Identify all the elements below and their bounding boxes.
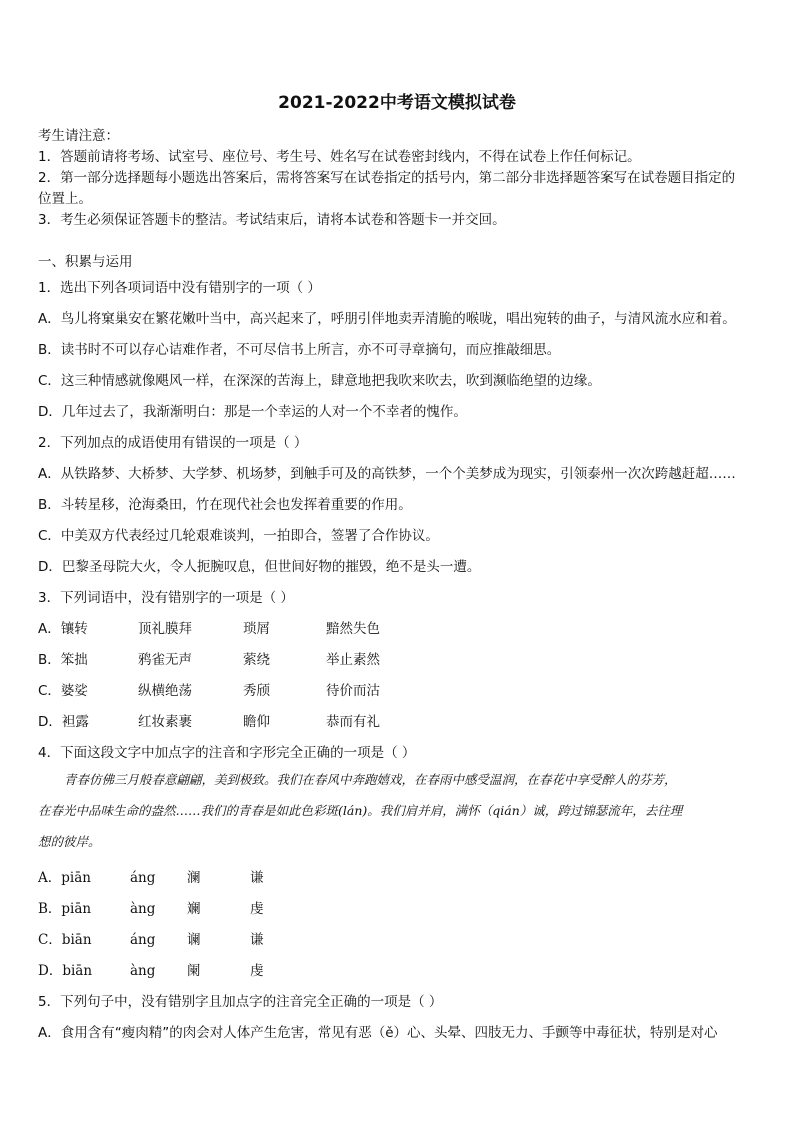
q4-a-char-2: 谦 <box>250 870 264 886</box>
q3-b-word-4: 举止素然 <box>326 652 380 668</box>
notice-item-3: 3．考生必须保证答题卡的整洁。考试结束后，请将本试卷和答题卡一并交回。 <box>38 212 506 228</box>
q4-passage-line-2: 在春光中品味生命的盎然……我们的青春是如此色彩斑(lán)。我们肩并肩，满怀（qián）诚，跨过锦瑟流年，去往理 <box>38 803 683 818</box>
q4-c-pinyin-2: áng <box>130 932 156 948</box>
q4-a-char-1: 澜 <box>187 870 201 886</box>
q3-a-word-1: A．镶转 <box>38 621 88 637</box>
q5-stem: 5．下列句子中，没有错别字且加点字的注音完全正确的一项是（ ） <box>38 994 443 1010</box>
notice-item-2-cont: 位置上。 <box>38 191 92 207</box>
q3-a-word-2: 顶礼膜拜 <box>138 621 192 637</box>
q4-option-b <box>38 897 264 917</box>
q3-c-word-3: 秀颀 <box>243 683 270 699</box>
q3-b-word-1: B．笨拙 <box>38 652 88 668</box>
q4-c-pinyin-1: C．biān <box>38 932 92 948</box>
q3-stem: 3．下列词语中，没有错别字的一项是（ ） <box>38 590 294 606</box>
q4-b-char-1: 斓 <box>187 901 201 917</box>
q1-option-c: C．这三种情感就像飓风一样，在深深的苦海上，肆意地把我吹来吹去，吹到濒临绝望的边缘。 <box>38 373 601 389</box>
q2-option-d: D．巴黎圣母院大火，令人扼腕叹息，但世间好物的摧毁，绝不是头一遭。 <box>38 559 481 575</box>
q3-a-word-3: 琐屑 <box>243 621 270 637</box>
q3-option-d <box>38 710 380 730</box>
q4-option-d <box>38 959 264 979</box>
q4-d-char-2: 虔 <box>250 963 264 979</box>
notice-heading: 考生请注意： <box>38 128 119 144</box>
q4-d-pinyin-1: D．biān <box>38 963 93 979</box>
exam-title: 2021-2022中考语文模拟试卷 <box>278 93 516 113</box>
q3-option-c <box>38 679 380 699</box>
q1-stem: 1．选出下列各项词语中没有错别字的一项（ ） <box>38 280 321 296</box>
q3-d-word-3: 瞻仰 <box>243 714 270 730</box>
q2-option-a: A．从铁路梦、大桥梦、大学梦、机场梦，到触手可及的高铁梦，一个个美梦成为现实，引领泰州一次次跨越赶超…… <box>38 466 736 482</box>
q3-d-word-1: D．袒露 <box>38 714 89 730</box>
q4-b-pinyin-2: àng <box>130 901 156 917</box>
q4-option-c <box>38 928 264 948</box>
q4-stem: 4．下面这段文字中加点字的注音和字形完全正确的一项是（ ） <box>38 745 416 761</box>
q4-a-pinyin-2: áng <box>130 870 156 886</box>
q3-c-word-2: 纵横绝荡 <box>138 683 192 699</box>
q4-c-char-1: 谰 <box>187 932 201 948</box>
q3-c-word-4: 待价而沽 <box>326 683 380 699</box>
q4-b-pinyin-1: B．piān <box>38 901 92 917</box>
q3-a-word-4: 黯然失色 <box>326 621 380 637</box>
q3-b-word-3: 萦绕 <box>243 652 270 668</box>
q3-d-word-4: 恭而有礼 <box>326 714 380 730</box>
q3-b-word-2: 鸦雀无声 <box>138 652 192 668</box>
q3-d-word-2: 红妆素裹 <box>138 714 192 730</box>
q4-passage <box>38 764 758 857</box>
q1-option-a: A．鸟儿将窠巢安在繁花嫩叶当中，高兴起来了，呼朋引伴地卖弄清脆的喉咙，唱出宛转的曲子，与清风流水应和着。 <box>38 311 736 327</box>
section-heading: 一、积累与运用 <box>38 254 133 270</box>
q4-passage-line-3: 想的彼岸。 <box>38 834 101 849</box>
q2-option-b: B．斗转星移，沧海桑田，竹在现代社会也发挥着重要的作用。 <box>38 497 412 513</box>
q5-option-a: A．食用含有“瘦肉精”的肉会对人体产生危害，常见有恶（ě）心、头晕、四肢无力、手颤等中毒征状，特别是对心 <box>38 1025 718 1041</box>
q4-d-pinyin-2: àng <box>130 963 156 979</box>
q1-option-d: D．几年过去了，我渐渐明白：那是一个幸运的人对一个不幸者的愧作。 <box>38 404 467 420</box>
notice-item-1: 1．答题前请将考场、试室号、座位号、考生号、姓名写在试卷密封线内，不得在试卷上作任何标记。 <box>38 149 641 165</box>
q4-option-a <box>38 866 264 886</box>
q1-option-b: B．读书时不可以存心诘难作者，不可尽信书上所言，亦不可寻章摘句，而应推敲细思。 <box>38 342 561 358</box>
q4-a-pinyin-1: A．piān <box>38 870 91 886</box>
q4-c-char-2: 谦 <box>250 932 264 948</box>
q4-d-char-1: 阑 <box>187 963 201 979</box>
q4-passage-line-1: 青春仿佛三月般春意翩翩，美到极致。我们在春风中奔跑嬉戏，在春雨中感受温润，在春花中享受醉人的芬芳， <box>64 772 677 787</box>
q4-b-char-2: 虔 <box>250 901 264 917</box>
notice-item-2: 2．第一部分选择题每小题选出答案后，需将答案写在试卷指定的括号内，第二部分非选择题答案写在试卷题目指定的 <box>38 170 736 186</box>
q2-option-c: C．中美双方代表经过几轮艰难谈判，一拍即合，签署了合作协议。 <box>38 528 439 544</box>
q3-option-b <box>38 648 380 668</box>
q3-c-word-1: C．婆娑 <box>38 683 88 699</box>
q3-option-a <box>38 617 380 637</box>
q2-stem: 2．下列加点的成语使用有错误的一项是（ ） <box>38 435 308 451</box>
